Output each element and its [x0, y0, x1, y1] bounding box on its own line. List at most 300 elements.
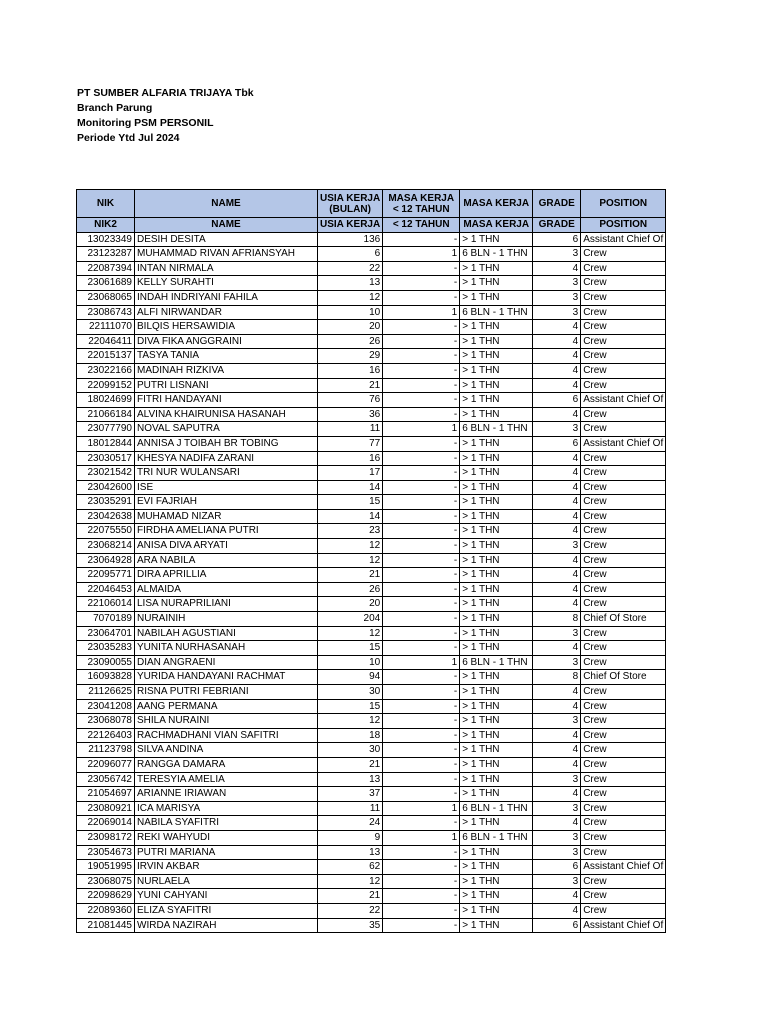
cell-position[interactable]: Crew — [581, 699, 666, 714]
cell-nik[interactable]: 21081445 — [77, 918, 135, 933]
cell-masa-kerja[interactable]: > 1 THN — [460, 889, 533, 904]
cell-masa-kerja[interactable]: 6 BLN - 1 THN — [460, 247, 533, 262]
cell-usia-kerja[interactable]: 9 — [318, 830, 383, 845]
cell-usia-kerja[interactable]: 11 — [318, 422, 383, 437]
cell-masa-kerja[interactable]: > 1 THN — [460, 757, 533, 772]
cell-masa-kerja-12[interactable]: - — [383, 276, 460, 291]
cell-nik[interactable]: 22096077 — [77, 757, 135, 772]
cell-usia-kerja[interactable]: 204 — [318, 612, 383, 627]
cell-nik[interactable]: 23068075 — [77, 874, 135, 889]
cell-grade[interactable]: 3 — [533, 845, 581, 860]
cell-masa-kerja-12[interactable]: - — [383, 466, 460, 481]
cell-position[interactable]: Crew — [581, 539, 666, 554]
cell-nik[interactable]: 22075550 — [77, 524, 135, 539]
cell-name[interactable]: YUNITA NURHASANAH — [135, 641, 318, 656]
cell-name[interactable]: EVI FAJRIAH — [135, 495, 318, 510]
col2-masa-kerja-12[interactable]: < 12 TAHUN — [383, 218, 460, 233]
cell-masa-kerja-12[interactable]: - — [383, 787, 460, 802]
cell-position[interactable]: Crew — [581, 466, 666, 481]
cell-masa-kerja-12[interactable]: - — [383, 612, 460, 627]
cell-name[interactable]: ISE — [135, 480, 318, 495]
cell-masa-kerja-12[interactable]: 1 — [383, 422, 460, 437]
cell-name[interactable]: NOVAL SAPUTRA — [135, 422, 318, 437]
cell-usia-kerja[interactable]: 13 — [318, 772, 383, 787]
cell-grade[interactable]: 4 — [533, 407, 581, 422]
col-position[interactable]: POSITION — [581, 190, 666, 218]
cell-masa-kerja-12[interactable]: - — [383, 641, 460, 656]
cell-masa-kerja[interactable]: > 1 THN — [460, 436, 533, 451]
cell-grade[interactable]: 4 — [533, 378, 581, 393]
cell-grade[interactable]: 6 — [533, 860, 581, 875]
cell-name[interactable]: PUTRI LISNANI — [135, 378, 318, 393]
cell-nik[interactable]: 21126625 — [77, 685, 135, 700]
cell-position[interactable]: Crew — [581, 261, 666, 276]
cell-usia-kerja[interactable]: 21 — [318, 378, 383, 393]
cell-position[interactable]: Chief Of Store — [581, 612, 666, 627]
cell-masa-kerja[interactable]: > 1 THN — [460, 597, 533, 612]
cell-grade[interactable]: 8 — [533, 670, 581, 685]
cell-masa-kerja[interactable]: > 1 THN — [460, 363, 533, 378]
cell-usia-kerja[interactable]: 11 — [318, 801, 383, 816]
cell-grade[interactable]: 4 — [533, 816, 581, 831]
cell-grade[interactable]: 4 — [533, 495, 581, 510]
cell-nik[interactable]: 23064928 — [77, 553, 135, 568]
cell-nik[interactable]: 23086743 — [77, 305, 135, 320]
cell-nik[interactable]: 22111070 — [77, 320, 135, 335]
cell-grade[interactable]: 4 — [533, 480, 581, 495]
cell-nik[interactable]: 22099152 — [77, 378, 135, 393]
cell-grade[interactable]: 3 — [533, 539, 581, 554]
cell-masa-kerja-12[interactable]: - — [383, 393, 460, 408]
cell-nik[interactable]: 7070189 — [77, 612, 135, 627]
cell-nik[interactable]: 23022166 — [77, 363, 135, 378]
cell-nik[interactable]: 23030517 — [77, 451, 135, 466]
cell-masa-kerja-12[interactable]: 1 — [383, 305, 460, 320]
cell-name[interactable]: ICA MARISYA — [135, 801, 318, 816]
cell-name[interactable]: NURAINIH — [135, 612, 318, 627]
cell-nik[interactable]: 23098172 — [77, 830, 135, 845]
cell-grade[interactable]: 6 — [533, 436, 581, 451]
cell-usia-kerja[interactable]: 26 — [318, 582, 383, 597]
col-masa-kerja[interactable]: MASA KERJA — [460, 190, 533, 218]
cell-usia-kerja[interactable]: 15 — [318, 699, 383, 714]
cell-masa-kerja-12[interactable]: - — [383, 582, 460, 597]
cell-masa-kerja[interactable]: 6 BLN - 1 THN — [460, 422, 533, 437]
cell-name[interactable]: KELLY SURAHTI — [135, 276, 318, 291]
cell-usia-kerja[interactable]: 37 — [318, 787, 383, 802]
cell-masa-kerja[interactable]: > 1 THN — [460, 612, 533, 627]
cell-grade[interactable]: 3 — [533, 305, 581, 320]
cell-grade[interactable]: 3 — [533, 276, 581, 291]
cell-usia-kerja[interactable]: 17 — [318, 466, 383, 481]
cell-masa-kerja-12[interactable]: 1 — [383, 247, 460, 262]
cell-name[interactable]: MADINAH RIZKIVA — [135, 363, 318, 378]
cell-masa-kerja[interactable]: > 1 THN — [460, 334, 533, 349]
cell-name[interactable]: SILVA ANDINA — [135, 743, 318, 758]
cell-masa-kerja[interactable]: 6 BLN - 1 THN — [460, 801, 533, 816]
cell-masa-kerja[interactable]: > 1 THN — [460, 495, 533, 510]
cell-masa-kerja[interactable]: > 1 THN — [460, 582, 533, 597]
cell-usia-kerja[interactable]: 30 — [318, 743, 383, 758]
cell-position[interactable]: Crew — [581, 874, 666, 889]
cell-masa-kerja-12[interactable]: - — [383, 699, 460, 714]
cell-masa-kerja-12[interactable]: - — [383, 378, 460, 393]
cell-grade[interactable]: 4 — [533, 728, 581, 743]
cell-masa-kerja[interactable]: > 1 THN — [460, 480, 533, 495]
cell-usia-kerja[interactable]: 6 — [318, 247, 383, 262]
cell-masa-kerja-12[interactable]: - — [383, 597, 460, 612]
cell-nik[interactable]: 21123798 — [77, 743, 135, 758]
cell-position[interactable]: Crew — [581, 524, 666, 539]
cell-masa-kerja-12[interactable]: - — [383, 685, 460, 700]
cell-grade[interactable]: 4 — [533, 363, 581, 378]
cell-grade[interactable]: 6 — [533, 232, 581, 247]
cell-name[interactable]: SHILA NURAINI — [135, 714, 318, 729]
cell-masa-kerja[interactable]: > 1 THN — [460, 349, 533, 364]
cell-position[interactable]: Crew — [581, 509, 666, 524]
cell-nik[interactable]: 23035283 — [77, 641, 135, 656]
cell-masa-kerja[interactable]: > 1 THN — [460, 393, 533, 408]
cell-name[interactable]: ALFI NIRWANDAR — [135, 305, 318, 320]
cell-masa-kerja[interactable]: > 1 THN — [460, 918, 533, 933]
cell-nik[interactable]: 22095771 — [77, 568, 135, 583]
cell-masa-kerja[interactable]: > 1 THN — [460, 670, 533, 685]
cell-masa-kerja-12[interactable]: - — [383, 772, 460, 787]
cell-name[interactable]: BILQIS HERSAWIDIA — [135, 320, 318, 335]
cell-position[interactable]: Crew — [581, 728, 666, 743]
cell-usia-kerja[interactable]: 26 — [318, 334, 383, 349]
cell-masa-kerja[interactable]: > 1 THN — [460, 466, 533, 481]
cell-masa-kerja[interactable]: > 1 THN — [460, 845, 533, 860]
cell-name[interactable]: YUNI CAHYANI — [135, 889, 318, 904]
cell-name[interactable]: INTAN NIRMALA — [135, 261, 318, 276]
cell-grade[interactable]: 3 — [533, 830, 581, 845]
cell-name[interactable]: MUHAMMAD RIVAN AFRIANSYAH — [135, 247, 318, 262]
cell-masa-kerja-12[interactable]: - — [383, 889, 460, 904]
cell-grade[interactable]: 4 — [533, 553, 581, 568]
cell-usia-kerja[interactable]: 22 — [318, 261, 383, 276]
cell-name[interactable]: INDAH INDRIYANI FAHILA — [135, 290, 318, 305]
cell-masa-kerja-12[interactable]: - — [383, 670, 460, 685]
cell-grade[interactable]: 4 — [533, 743, 581, 758]
cell-masa-kerja-12[interactable]: 1 — [383, 830, 460, 845]
col-name[interactable]: NAME — [135, 190, 318, 218]
cell-masa-kerja[interactable]: > 1 THN — [460, 261, 533, 276]
cell-usia-kerja[interactable]: 20 — [318, 597, 383, 612]
cell-nik[interactable]: 23061689 — [77, 276, 135, 291]
cell-nik[interactable]: 21054697 — [77, 787, 135, 802]
cell-position[interactable]: Crew — [581, 714, 666, 729]
cell-position[interactable]: Chief Of Store — [581, 670, 666, 685]
cell-usia-kerja[interactable]: 12 — [318, 714, 383, 729]
cell-grade[interactable]: 4 — [533, 787, 581, 802]
cell-name[interactable]: YURIDA HANDAYANI RACHMAT — [135, 670, 318, 685]
cell-masa-kerja-12[interactable]: - — [383, 334, 460, 349]
cell-nik[interactable]: 23021542 — [77, 466, 135, 481]
cell-usia-kerja[interactable]: 16 — [318, 451, 383, 466]
cell-name[interactable]: MUHAMAD NIZAR — [135, 509, 318, 524]
cell-masa-kerja-12[interactable]: - — [383, 436, 460, 451]
cell-usia-kerja[interactable]: 15 — [318, 641, 383, 656]
cell-nik[interactable]: 13023349 — [77, 232, 135, 247]
cell-grade[interactable]: 4 — [533, 641, 581, 656]
cell-grade[interactable]: 4 — [533, 509, 581, 524]
cell-position[interactable]: Crew — [581, 320, 666, 335]
cell-usia-kerja[interactable]: 14 — [318, 509, 383, 524]
cell-nik[interactable]: 23080921 — [77, 801, 135, 816]
cell-grade[interactable]: 3 — [533, 626, 581, 641]
cell-usia-kerja[interactable]: 22 — [318, 903, 383, 918]
cell-nik[interactable]: 22106014 — [77, 597, 135, 612]
cell-grade[interactable]: 4 — [533, 466, 581, 481]
cell-nik[interactable]: 23064701 — [77, 626, 135, 641]
cell-grade[interactable]: 3 — [533, 422, 581, 437]
cell-position[interactable]: Crew — [581, 830, 666, 845]
cell-nik[interactable]: 22046411 — [77, 334, 135, 349]
cell-position[interactable]: Crew — [581, 276, 666, 291]
cell-masa-kerja-12[interactable]: - — [383, 509, 460, 524]
cell-nik[interactable]: 22089360 — [77, 903, 135, 918]
cell-nik[interactable]: 23042638 — [77, 509, 135, 524]
cell-nik[interactable]: 22046453 — [77, 582, 135, 597]
cell-name[interactable]: ANISA DIVA ARYATI — [135, 539, 318, 554]
cell-usia-kerja[interactable]: 21 — [318, 568, 383, 583]
cell-masa-kerja[interactable]: > 1 THN — [460, 874, 533, 889]
cell-name[interactable]: ANNISA J TOIBAH BR TOBING — [135, 436, 318, 451]
cell-usia-kerja[interactable]: 36 — [318, 407, 383, 422]
cell-masa-kerja-12[interactable]: 1 — [383, 655, 460, 670]
cell-grade[interactable]: 3 — [533, 772, 581, 787]
cell-masa-kerja-12[interactable]: - — [383, 816, 460, 831]
cell-name[interactable]: LISA NURAPRILIANI — [135, 597, 318, 612]
cell-name[interactable]: TERESYIA AMELIA — [135, 772, 318, 787]
cell-position[interactable]: Assistant Chief Of — [581, 393, 666, 408]
cell-nik[interactable]: 22098629 — [77, 889, 135, 904]
col2-usia-kerja[interactable]: USIA KERJA — [318, 218, 383, 233]
cell-masa-kerja[interactable]: > 1 THN — [460, 772, 533, 787]
cell-position[interactable]: Crew — [581, 247, 666, 262]
cell-position[interactable]: Crew — [581, 685, 666, 700]
cell-position[interactable]: Crew — [581, 845, 666, 860]
cell-name[interactable]: NABILA SYAFITRI — [135, 816, 318, 831]
col2-position[interactable]: POSITION — [581, 218, 666, 233]
cell-position[interactable]: Crew — [581, 480, 666, 495]
cell-position[interactable]: Crew — [581, 422, 666, 437]
cell-masa-kerja-12[interactable]: - — [383, 845, 460, 860]
cell-position[interactable]: Assistant Chief Of — [581, 436, 666, 451]
cell-grade[interactable]: 3 — [533, 290, 581, 305]
cell-nik[interactable]: 23068065 — [77, 290, 135, 305]
cell-name[interactable]: IRVIN AKBAR — [135, 860, 318, 875]
cell-usia-kerja[interactable]: 12 — [318, 553, 383, 568]
cell-nik[interactable]: 23123287 — [77, 247, 135, 262]
cell-grade[interactable]: 8 — [533, 612, 581, 627]
cell-masa-kerja[interactable]: 6 BLN - 1 THN — [460, 830, 533, 845]
cell-grade[interactable]: 4 — [533, 903, 581, 918]
cell-masa-kerja[interactable]: > 1 THN — [460, 641, 533, 656]
col2-grade[interactable]: GRADE — [533, 218, 581, 233]
cell-name[interactable]: ALMAIDA — [135, 582, 318, 597]
cell-position[interactable]: Assistant Chief Of — [581, 860, 666, 875]
cell-masa-kerja[interactable]: > 1 THN — [460, 553, 533, 568]
cell-nik[interactable]: 23068214 — [77, 539, 135, 554]
cell-position[interactable]: Crew — [581, 655, 666, 670]
cell-masa-kerja-12[interactable]: - — [383, 495, 460, 510]
cell-usia-kerja[interactable]: 20 — [318, 320, 383, 335]
cell-name[interactable]: FITRI HANDAYANI — [135, 393, 318, 408]
cell-masa-kerja-12[interactable]: - — [383, 320, 460, 335]
cell-masa-kerja-12[interactable]: - — [383, 451, 460, 466]
cell-nik[interactable]: 21066184 — [77, 407, 135, 422]
cell-grade[interactable]: 4 — [533, 582, 581, 597]
cell-nik[interactable]: 23042600 — [77, 480, 135, 495]
cell-masa-kerja[interactable]: > 1 THN — [460, 407, 533, 422]
cell-usia-kerja[interactable]: 24 — [318, 816, 383, 831]
cell-usia-kerja[interactable]: 12 — [318, 290, 383, 305]
cell-position[interactable]: Crew — [581, 787, 666, 802]
cell-masa-kerja[interactable]: > 1 THN — [460, 699, 533, 714]
cell-masa-kerja-12[interactable]: - — [383, 290, 460, 305]
cell-masa-kerja-12[interactable]: - — [383, 874, 460, 889]
cell-position[interactable]: Crew — [581, 568, 666, 583]
cell-name[interactable]: RACHMADHANI VIAN SAFITRI — [135, 728, 318, 743]
cell-masa-kerja[interactable]: > 1 THN — [460, 860, 533, 875]
cell-masa-kerja-12[interactable]: - — [383, 860, 460, 875]
cell-grade[interactable]: 4 — [533, 757, 581, 772]
cell-position[interactable]: Crew — [581, 816, 666, 831]
cell-grade[interactable]: 4 — [533, 889, 581, 904]
cell-position[interactable]: Crew — [581, 757, 666, 772]
cell-masa-kerja-12[interactable]: - — [383, 539, 460, 554]
cell-usia-kerja[interactable]: 12 — [318, 539, 383, 554]
cell-grade[interactable]: 4 — [533, 568, 581, 583]
cell-masa-kerja-12[interactable]: - — [383, 480, 460, 495]
cell-masa-kerja[interactable]: > 1 THN — [460, 524, 533, 539]
cell-name[interactable]: RANGGA DAMARA — [135, 757, 318, 772]
cell-name[interactable]: DIAN ANGRAENI — [135, 655, 318, 670]
cell-nik[interactable]: 18024699 — [77, 393, 135, 408]
col-nik[interactable]: NIK — [77, 190, 135, 218]
cell-nik[interactable]: 23056742 — [77, 772, 135, 787]
cell-name[interactable]: AANG PERMANA — [135, 699, 318, 714]
cell-masa-kerja[interactable]: 6 BLN - 1 THN — [460, 655, 533, 670]
cell-position[interactable]: Crew — [581, 407, 666, 422]
cell-usia-kerja[interactable]: 21 — [318, 889, 383, 904]
cell-masa-kerja[interactable]: > 1 THN — [460, 685, 533, 700]
cell-name[interactable]: TRI NUR WULANSARI — [135, 466, 318, 481]
cell-position[interactable]: Crew — [581, 582, 666, 597]
cell-masa-kerja-12[interactable]: - — [383, 714, 460, 729]
cell-grade[interactable]: 4 — [533, 349, 581, 364]
cell-nik[interactable]: 22087394 — [77, 261, 135, 276]
col-usia-kerja[interactable]: USIA KERJA (BULAN) — [318, 190, 383, 218]
cell-grade[interactable]: 3 — [533, 801, 581, 816]
cell-usia-kerja[interactable]: 15 — [318, 495, 383, 510]
cell-masa-kerja[interactable]: > 1 THN — [460, 787, 533, 802]
cell-masa-kerja-12[interactable]: - — [383, 232, 460, 247]
cell-usia-kerja[interactable]: 136 — [318, 232, 383, 247]
cell-name[interactable]: ARA NABILA — [135, 553, 318, 568]
cell-masa-kerja-12[interactable]: - — [383, 568, 460, 583]
cell-masa-kerja[interactable]: > 1 THN — [460, 451, 533, 466]
cell-nik[interactable]: 23035291 — [77, 495, 135, 510]
cell-masa-kerja[interactable]: > 1 THN — [460, 276, 533, 291]
cell-masa-kerja[interactable]: > 1 THN — [460, 378, 533, 393]
cell-name[interactable]: ALVINA KHAIRUNISA HASANAH — [135, 407, 318, 422]
cell-masa-kerja[interactable]: > 1 THN — [460, 509, 533, 524]
cell-usia-kerja[interactable]: 94 — [318, 670, 383, 685]
cell-usia-kerja[interactable]: 16 — [318, 363, 383, 378]
cell-nik[interactable]: 22069014 — [77, 816, 135, 831]
cell-position[interactable]: Crew — [581, 334, 666, 349]
cell-nik[interactable]: 23077790 — [77, 422, 135, 437]
cell-masa-kerja[interactable]: > 1 THN — [460, 714, 533, 729]
cell-name[interactable]: ELIZA SYAFITRI — [135, 903, 318, 918]
cell-grade[interactable]: 4 — [533, 524, 581, 539]
cell-masa-kerja-12[interactable]: - — [383, 757, 460, 772]
cell-grade[interactable]: 3 — [533, 247, 581, 262]
cell-usia-kerja[interactable]: 13 — [318, 845, 383, 860]
cell-masa-kerja-12[interactable]: - — [383, 363, 460, 378]
cell-usia-kerja[interactable]: 35 — [318, 918, 383, 933]
cell-masa-kerja-12[interactable]: - — [383, 903, 460, 918]
cell-position[interactable]: Assistant Chief Of — [581, 918, 666, 933]
cell-name[interactable]: ARIANNE IRIAWAN — [135, 787, 318, 802]
cell-masa-kerja[interactable]: > 1 THN — [460, 320, 533, 335]
cell-nik[interactable]: 23068078 — [77, 714, 135, 729]
cell-position[interactable]: Crew — [581, 641, 666, 656]
cell-grade[interactable]: 4 — [533, 451, 581, 466]
col-grade[interactable]: GRADE — [533, 190, 581, 218]
cell-masa-kerja-12[interactable]: - — [383, 918, 460, 933]
cell-masa-kerja-12[interactable]: - — [383, 743, 460, 758]
cell-usia-kerja[interactable]: 13 — [318, 276, 383, 291]
cell-grade[interactable]: 4 — [533, 699, 581, 714]
cell-grade[interactable]: 4 — [533, 334, 581, 349]
cell-position[interactable]: Assistant Chief Of — [581, 232, 666, 247]
cell-nik[interactable]: 19051995 — [77, 860, 135, 875]
cell-masa-kerja-12[interactable]: - — [383, 728, 460, 743]
cell-grade[interactable]: 4 — [533, 261, 581, 276]
cell-masa-kerja[interactable]: > 1 THN — [460, 903, 533, 918]
cell-name[interactable]: KHESYA NADIFA ZARANI — [135, 451, 318, 466]
cell-masa-kerja-12[interactable]: - — [383, 524, 460, 539]
cell-name[interactable]: PUTRI MARIANA — [135, 845, 318, 860]
cell-position[interactable]: Crew — [581, 363, 666, 378]
cell-position[interactable]: Crew — [581, 772, 666, 787]
cell-position[interactable]: Crew — [581, 349, 666, 364]
cell-grade[interactable]: 6 — [533, 918, 581, 933]
cell-nik[interactable]: 22015137 — [77, 349, 135, 364]
cell-usia-kerja[interactable]: 29 — [318, 349, 383, 364]
cell-masa-kerja-12[interactable]: 1 — [383, 801, 460, 816]
cell-name[interactable]: RISNA PUTRI FEBRIANI — [135, 685, 318, 700]
cell-masa-kerja-12[interactable]: - — [383, 407, 460, 422]
cell-masa-kerja[interactable]: > 1 THN — [460, 568, 533, 583]
cell-usia-kerja[interactable]: 76 — [318, 393, 383, 408]
cell-position[interactable]: Crew — [581, 626, 666, 641]
cell-usia-kerja[interactable]: 10 — [318, 655, 383, 670]
cell-position[interactable]: Crew — [581, 378, 666, 393]
cell-usia-kerja[interactable]: 18 — [318, 728, 383, 743]
cell-masa-kerja-12[interactable]: - — [383, 261, 460, 276]
cell-nik[interactable]: 16093828 — [77, 670, 135, 685]
cell-nik[interactable]: 18012844 — [77, 436, 135, 451]
col2-nik[interactable]: NIK2 — [77, 218, 135, 233]
cell-position[interactable]: Crew — [581, 495, 666, 510]
cell-usia-kerja[interactable]: 12 — [318, 874, 383, 889]
cell-name[interactable]: TASYA TANIA — [135, 349, 318, 364]
